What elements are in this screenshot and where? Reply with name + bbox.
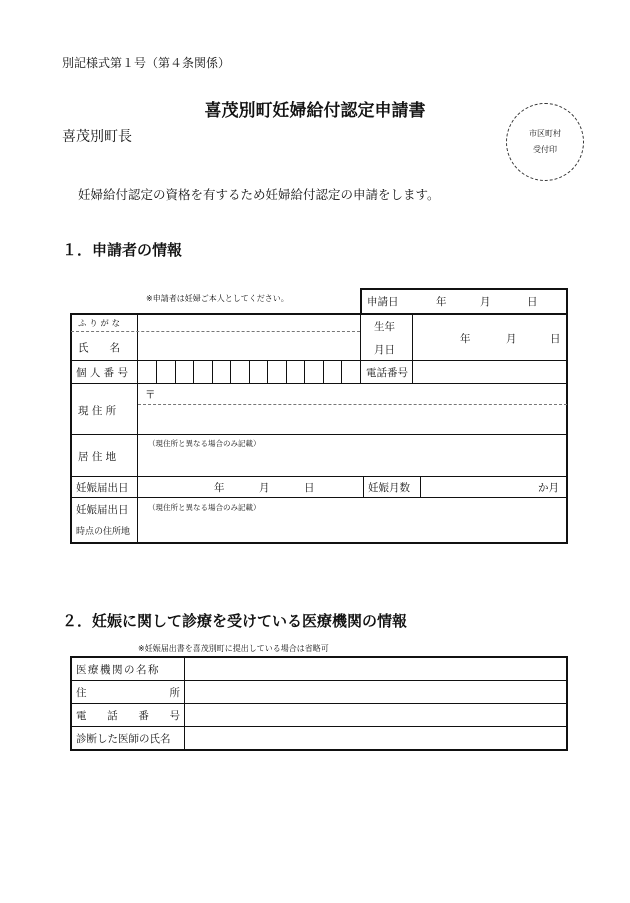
pregnancy-date-label: 妊娠届出日 [76, 482, 129, 494]
application-date-label: 申請日 [367, 296, 399, 308]
phone-label: 電話番号 [366, 367, 408, 379]
section1-note: ※申請者は妊婦ご本人としてください。 [146, 294, 289, 303]
reception-stamp [506, 103, 584, 181]
med-row-line [71, 703, 567, 704]
pregnancy-months-unit: か月 [538, 482, 559, 494]
row-line-5 [71, 497, 567, 498]
med-doctor-label: 診断した医師の氏名 [76, 733, 171, 745]
digit-divider [230, 361, 231, 383]
application-date-year: 年 [436, 296, 447, 308]
med-table-bottom [70, 749, 568, 751]
months-col-right [420, 477, 421, 498]
section1-heading: １．申請者の情報 [62, 241, 183, 259]
my-number-label: 個 人 番 号 [76, 367, 129, 379]
digit-divider [304, 361, 305, 383]
pregnancy-address-note: （現住所と異なる場合のみ記載） [148, 503, 261, 512]
label-col-divider [137, 314, 138, 543]
section2-note: ※妊娠届出書を喜茂別町に提出している場合は省略可 [138, 644, 329, 653]
residence-note: （現住所と異なる場合のみ記載） [148, 439, 261, 448]
med-row-line [71, 726, 567, 727]
digit-divider [156, 361, 157, 383]
birth-month: 月 [506, 333, 517, 345]
digit-divider [212, 361, 213, 383]
months-col-left [363, 477, 364, 498]
section2-heading: ２．妊娠に関して診療を受けている医療機関の情報 [62, 612, 408, 630]
med-row-line [71, 680, 567, 681]
digit-divider [286, 361, 287, 383]
pregnancy-date-day: 日 [304, 482, 315, 494]
form-reference: 別記様式第１号（第４条関係） [62, 56, 231, 70]
pregnancy-address-label-1: 妊娠届出日 [76, 504, 129, 516]
postal-mark: 〒 [145, 389, 156, 401]
page-title: 喜茂別町妊婦給付認定申請書 [204, 101, 426, 121]
digit-divider [323, 361, 324, 383]
residence-label: 居 住 地 [78, 451, 117, 463]
row-line-1 [71, 360, 567, 361]
table-left-border [70, 313, 72, 544]
date-box-left [360, 288, 362, 314]
birth-label-2: 月日 [374, 344, 395, 356]
med-facility-name-label: 医療機関の名称 [76, 664, 160, 676]
application-date-day: 日 [527, 296, 538, 308]
birth-year: 年 [460, 333, 471, 345]
pregnancy-months-label: 妊娠月数 [368, 482, 410, 494]
stamp-line-2: 受付印 [533, 145, 557, 154]
birth-col-left [360, 314, 361, 383]
digit-divider [341, 361, 342, 383]
table-top-border [70, 313, 568, 315]
name-label: 氏 名 [78, 342, 120, 354]
furigana-label: ふ り が な [78, 319, 121, 329]
addressee: 喜茂別町長 [62, 129, 132, 145]
med-address-label: 住 所 [76, 687, 180, 699]
address-label: 現 住 所 [78, 405, 117, 417]
row-line-3 [71, 434, 567, 435]
date-box-top [360, 288, 568, 290]
furigana-divider [71, 331, 360, 332]
pregnancy-address-label-2: 時点の住所地 [76, 527, 131, 537]
pregnancy-date-month: 月 [259, 482, 270, 494]
intro-text: 妊婦給付認定の資格を有するため妊婦給付認定の申請をします。 [78, 187, 440, 202]
birth-label-1: 生年 [374, 321, 395, 333]
postal-divider [138, 404, 567, 405]
birth-day: 日 [550, 333, 561, 345]
digit-divider [267, 361, 268, 383]
digit-divider [249, 361, 250, 383]
table-bottom-border [70, 542, 568, 544]
application-date-month: 月 [480, 296, 491, 308]
med-phone-label: 電 話 番 号 [76, 710, 180, 722]
birth-col-right [412, 314, 413, 383]
med-table-top [70, 656, 568, 658]
row-line-4 [71, 476, 567, 477]
digit-divider [175, 361, 176, 383]
table-right-border [566, 288, 568, 544]
row-line-2 [71, 383, 567, 384]
stamp-line-1: 市区町村 [529, 129, 561, 138]
digit-divider [193, 361, 194, 383]
pregnancy-date-year: 年 [214, 482, 225, 494]
